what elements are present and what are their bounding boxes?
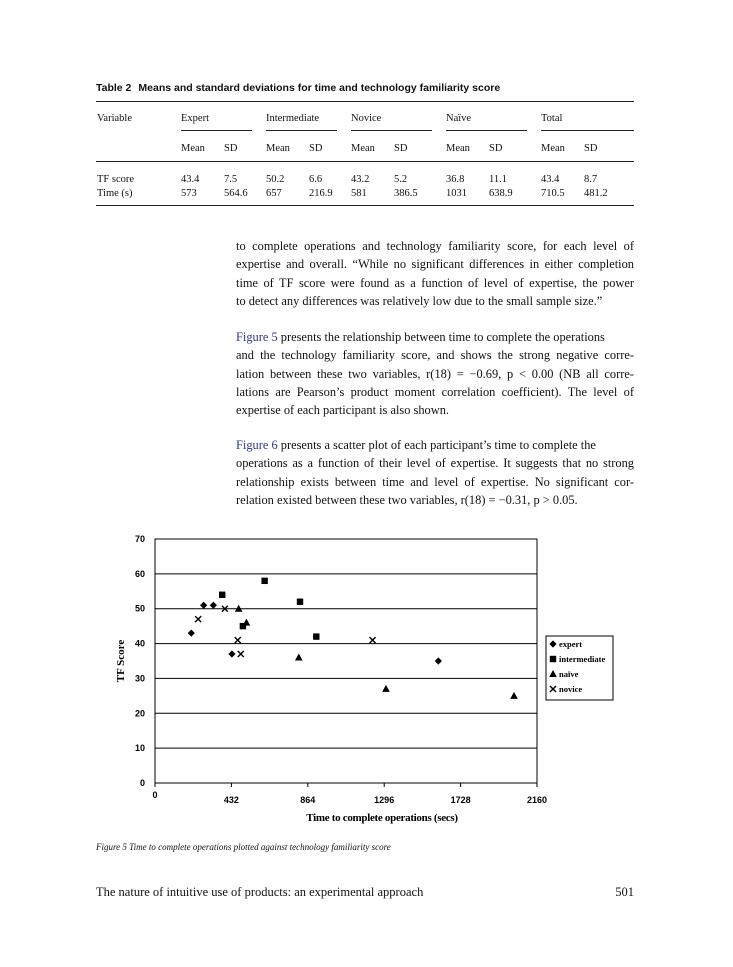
legend-label: expert [559, 639, 583, 649]
legend-label: intermediate [559, 654, 606, 664]
table-cell: 1031 [446, 188, 467, 199]
data-point-diamond [188, 630, 195, 637]
text-line: to complete operations and technology familiarity score, for each level of [236, 239, 634, 253]
table-cell: 50.2 [266, 174, 285, 185]
table-variable-header: Variable [97, 113, 132, 124]
data-point-square [297, 599, 303, 605]
data-point-square [219, 592, 225, 598]
data-point-triangle [382, 685, 390, 692]
table-cell: 7.5 [224, 174, 238, 185]
data-point-square [261, 578, 267, 584]
subheader-mean: Mean [266, 143, 290, 154]
x-axis-title: Time to complete operations (secs) [306, 812, 458, 824]
row-label-tf-score: TF score [97, 174, 135, 185]
table-cell: 11.1 [489, 174, 507, 185]
text-line: and the technology familiarity score, and shows the strong negative corre- [236, 348, 634, 363]
x-tick-label: 1728 [450, 795, 471, 805]
table-group-header-expert: Expert [181, 113, 209, 124]
table-title: Means and standard deviations for time and technology familiarity score [138, 82, 501, 94]
figure-5-link[interactable]: Figure 5 [236, 330, 278, 344]
table-cell: 43.2 [351, 174, 370, 185]
footer-title: The nature of intuitive use of products: an experimental approach [96, 885, 424, 899]
data-point-diamond [228, 650, 235, 657]
y-axis-title: TF Score [115, 639, 127, 683]
text-line: time of TF score were found as a function of level of expertise, the power [236, 275, 634, 290]
table-cell: 43.4 [541, 174, 560, 185]
y-tick-label: 0 [139, 778, 145, 788]
data-point-triangle [243, 619, 251, 626]
text-line: expertise of each participant is also shown. [236, 403, 449, 418]
page-number: 501 [615, 885, 634, 899]
text-line: operations as a function of their level of expertise. It suggests that no strong [236, 456, 634, 471]
subheader-mean: Mean [181, 143, 205, 154]
table-group-header-naive: Naïve [446, 113, 472, 124]
subheader-mean: Mean [446, 143, 470, 154]
table-cell: 481.2 [584, 188, 608, 199]
text-line: expertise and overall. “While no significant differences in either completion [236, 257, 634, 272]
table-group-header-total: Total [541, 113, 563, 124]
text-line: relation existed between these two variables, r(18) = −0.31, p > 0.05. [236, 492, 578, 507]
subheader-sd: SD [309, 143, 323, 154]
table-cell: 657 [266, 188, 282, 199]
data-point-x [235, 637, 241, 643]
legend-label: naïve [559, 669, 579, 679]
row-label-time: Time (s) [97, 188, 133, 199]
text-line: to detect any differences was relatively low due to the small sample size.” [236, 293, 603, 308]
y-tick-label: 20 [134, 708, 145, 719]
table-cell: 573 [181, 188, 197, 199]
data-point-diamond [435, 657, 442, 664]
subheader-mean: Mean [541, 143, 565, 154]
text-line: relationship exists between time and level of expertise. No significant cor- [236, 474, 634, 489]
table-cell: 710.5 [541, 188, 565, 199]
data-point-x [195, 616, 201, 622]
table-cell: 564.6 [224, 188, 248, 199]
x-tick-label: 0 [152, 790, 158, 800]
x-tick-label: 864 [300, 795, 316, 805]
data-point-diamond [210, 602, 217, 609]
table-cell: 8.7 [584, 174, 598, 185]
y-tick-label: 40 [134, 638, 145, 649]
table-label: Table 2 [96, 82, 132, 94]
y-tick-label: 70 [134, 534, 145, 544]
y-tick-label: 30 [134, 673, 145, 684]
figure-caption: Figure 5 Time to complete operations plotted against technology familiarity score [96, 842, 391, 852]
y-tick-label: 60 [134, 568, 145, 579]
table-cell: 36.8 [446, 174, 465, 185]
data-point-x [370, 637, 376, 643]
y-tick-label: 50 [134, 603, 145, 614]
text-line: lations are Pearson’s product moment correlation coefficient). The level of [236, 384, 634, 399]
x-tick-label: 1296 [374, 795, 395, 805]
x-tick-label: 432 [223, 795, 239, 805]
subheader-sd: SD [224, 143, 238, 154]
legend-marker-square [550, 656, 556, 662]
y-tick-label: 10 [134, 743, 145, 754]
text-line: lation between these two variables, r(18) = −0.69, p < 0.00 (NB all corre- [236, 366, 634, 381]
x-tick-label: 2160 [526, 795, 548, 805]
subheader-sd: SD [584, 143, 598, 154]
subheader-sd: SD [394, 143, 408, 154]
table-cell: 386.5 [394, 188, 418, 199]
subheader-mean: Mean [351, 143, 375, 154]
data-point-x [238, 651, 244, 657]
data-point-square [313, 633, 319, 639]
figure-6-link[interactable]: Figure 6 [236, 438, 278, 452]
table-cell: 6.6 [309, 174, 323, 185]
table-group-header-intermediate: Intermediate [266, 113, 320, 124]
table-cell: 581 [351, 188, 367, 199]
table-cell: 216.9 [309, 188, 333, 199]
table-cell: 5.2 [394, 174, 408, 185]
text-line: presents the relationship between time to complete the operations [277, 330, 605, 344]
table-cell: 43.4 [181, 174, 200, 185]
legend-label: novice [559, 684, 583, 694]
text-line: presents a scatter plot of each participant’s time to complete the [277, 438, 596, 452]
subheader-sd: SD [489, 143, 503, 154]
table-group-header-novice: Novice [351, 113, 382, 124]
data-point-triangle [510, 692, 518, 699]
data-point-triangle [295, 654, 303, 661]
data-point-diamond [200, 602, 207, 609]
table-cell: 638.9 [489, 188, 513, 199]
plot-frame [155, 539, 537, 783]
